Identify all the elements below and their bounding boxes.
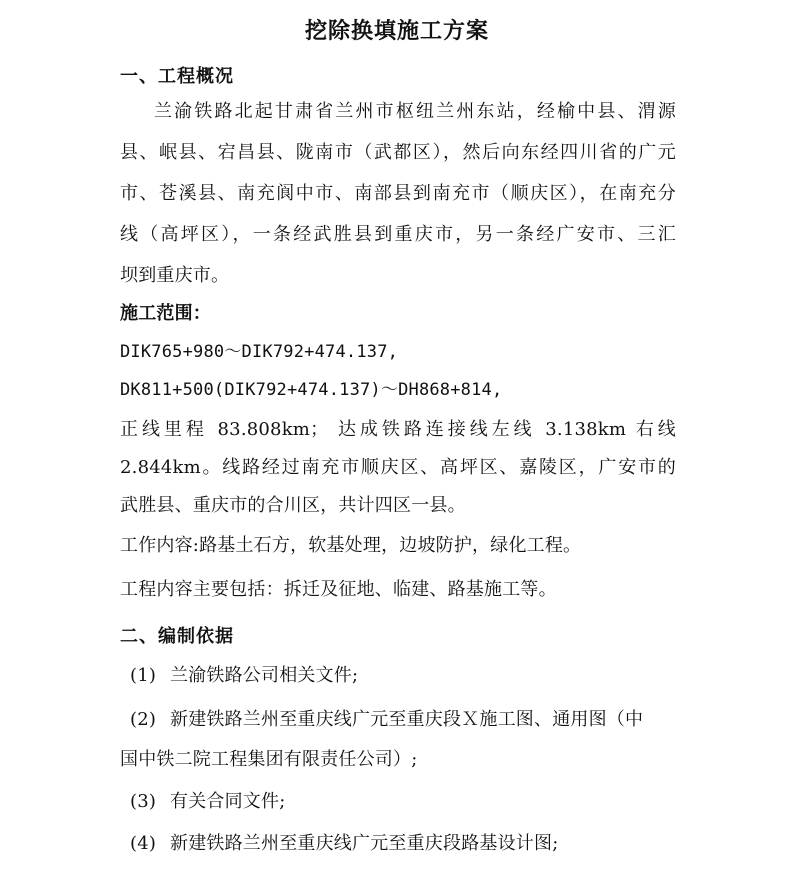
document-title: 挖除换填施工方案	[304, 18, 489, 44]
basis-list-item	[130, 832, 676, 856]
list-marker: (1)	[130, 665, 157, 686]
scope-range-line: DK811+500(DIK792+474.137)～DH868+814,	[120, 380, 503, 400]
work-content-line: 工作内容:路基土石方，软基处理，边坡防护，绿化工程。	[120, 535, 582, 556]
list-item-text: 兰渝铁路公司相关文件;	[170, 665, 359, 686]
section-heading-basis: 二、编制依据	[120, 626, 234, 647]
mileage-line: 武胜县、重庆市的合川区，共计四区一县。	[120, 495, 466, 516]
list-item-text: 新建铁路兰州至重庆线广元至重庆段Ｘ施工图、通用图（中	[170, 709, 644, 730]
basis-list-item	[130, 790, 676, 814]
overview-paragraph-line: 兰渝铁路北起甘肃省兰州市枢纽兰州东站，经榆中县、渭源	[154, 101, 676, 122]
basis-list-item-continuation: 国中铁二院工程集团有限责任公司）;	[120, 749, 418, 770]
overview-paragraph-line: 坝到重庆市。	[120, 265, 230, 286]
scope-label: 施工范围：	[120, 303, 211, 324]
list-marker: (2)	[130, 709, 157, 730]
mileage-line: 2.844km。线路经过南充市顺庆区、高坪区、嘉陵区，广安市的	[120, 457, 676, 478]
overview-paragraph-line: 县、岷县、宕昌县、陇南市（武都区），然后向东经四川省的广元	[120, 142, 676, 163]
basis-list-item	[130, 664, 676, 688]
overview-paragraph-line: 市、苍溪县、南充阆中市、南部县到南充市（顺庆区），在南充分	[120, 183, 676, 204]
section-heading-overview: 一、工程概况	[120, 66, 234, 87]
main-content-line: 工程内容主要包括：拆迁及征地、临建、路基施工等。	[120, 579, 557, 600]
list-item-text: 有关合同文件;	[170, 791, 286, 812]
list-marker: (3)	[130, 791, 157, 812]
scope-range-line: DIK765+980～DIK792+474.137,	[120, 342, 399, 362]
list-item-text: 新建铁路兰州至重庆线广元至重庆段路基设计图;	[170, 833, 559, 854]
mileage-line: 正线里程 83.808km； 达成铁路连接线左线 3.138km 右线	[120, 419, 676, 440]
list-marker: (4)	[130, 833, 157, 854]
overview-paragraph-line: 线（高坪区），一条经武胜县到重庆市，另一条经广安市、三汇	[120, 224, 676, 245]
basis-list-item	[130, 708, 676, 732]
